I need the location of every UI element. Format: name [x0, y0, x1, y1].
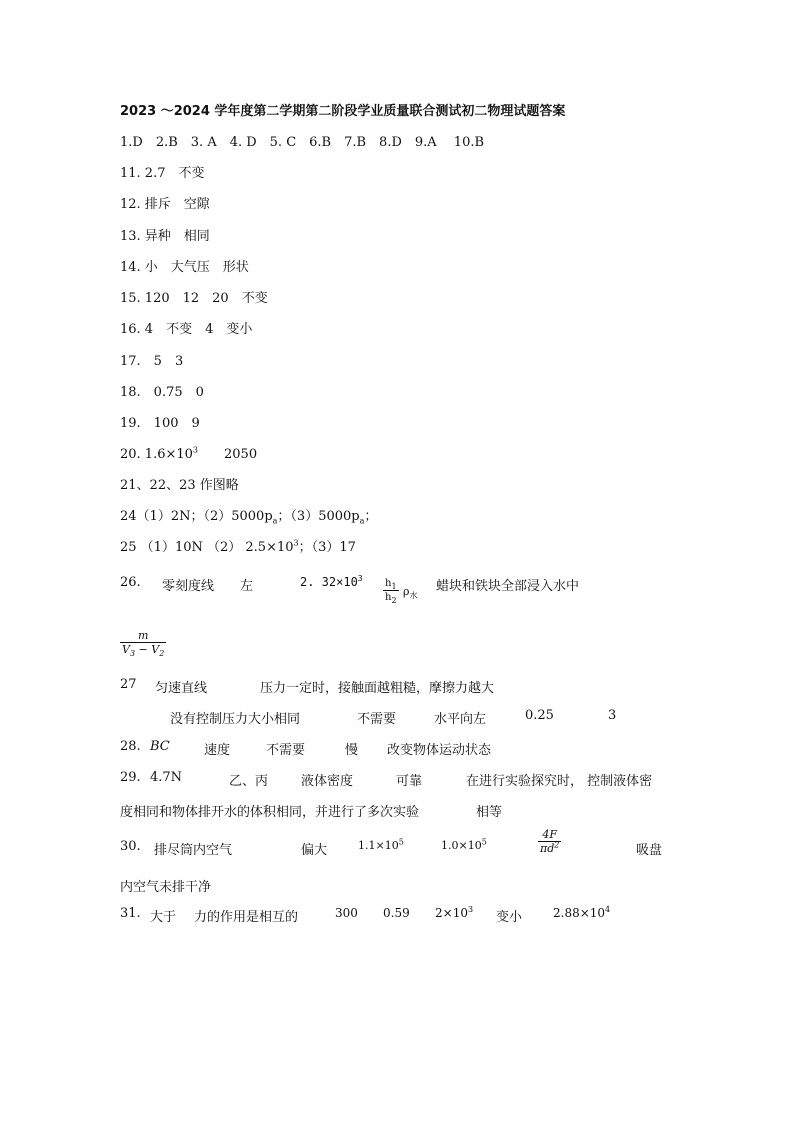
minus-sign: −	[135, 643, 152, 656]
answer-31-blank-7-value: 2.88×10	[553, 906, 606, 920]
answer-26-blank-5: 蜡块和铁块全部浸入水中	[436, 579, 580, 594]
answer-20-value: 20. 1.6×10	[120, 447, 193, 462]
answer-29-blank-2: 乙、丙	[229, 774, 269, 789]
exponent: 4	[605, 905, 611, 914]
answer-30-blank-2: 偏大	[301, 843, 328, 858]
answer-29-blank-4: 可靠	[396, 774, 423, 789]
answer-26-blank-2: 左	[240, 579, 254, 594]
answers-1-10: 1.D 2.B 3. A 4. D 5. C 6.B 7.B 8.D 9.A 10.B	[120, 135, 485, 150]
answer-21-23: 21、22、23 作图略	[120, 478, 239, 493]
subscript: 2	[391, 596, 397, 605]
exponent: 3	[467, 905, 474, 914]
unit-subscript: a	[272, 516, 278, 526]
answer-14: 14. 小 大气压 形状	[120, 260, 249, 275]
answer-27-blank-1: 匀速直线	[155, 681, 208, 696]
question-number: 31.	[120, 906, 141, 921]
answer-16: 16. 4 不变 4 变小	[120, 322, 253, 337]
answer-13: 13. 异种 相同	[120, 229, 210, 244]
exponent: 3	[293, 538, 299, 548]
answer-26-blank-3-value: 2. 32×10	[300, 575, 358, 589]
answer-31-blank-4: 0.59	[383, 906, 410, 920]
answer-20-value-2: 2050	[198, 447, 258, 462]
answer-31-blank-5-value: 2×10	[435, 906, 468, 920]
rho-water	[403, 585, 418, 601]
exponent: 3	[192, 445, 199, 455]
answer-27-blank-3: 没有控制压力大小相同	[170, 712, 301, 727]
answer-29-blank-5: 在进行实验探究时， 控制液体密	[466, 774, 653, 789]
answer-30-blank-4	[441, 839, 487, 852]
fraction-numerator: 4F	[542, 828, 557, 841]
answer-12: 12. 排斥 空隙	[120, 197, 210, 212]
answer-31-blank-5	[435, 906, 473, 920]
answer-25	[120, 540, 356, 556]
answer-27-blank-7: 3	[608, 708, 617, 723]
subscript: 水	[409, 591, 418, 601]
volume-fraction	[120, 629, 166, 659]
answer-28-blank-5: 改变物体运动状态	[387, 743, 492, 758]
answer-25-part-2: ；（3）17	[298, 540, 356, 555]
answer-30-blank-4-value: 1.0×10	[441, 839, 482, 852]
question-number: 27	[120, 677, 137, 692]
answer-26-blank-3	[300, 575, 363, 589]
answer-24-part-2: ；（3）5000p	[277, 509, 360, 524]
denominator-h: h	[385, 592, 392, 603]
answer-30-blank-6: 吸盘	[636, 843, 663, 858]
fraction-numerator: m	[137, 629, 149, 642]
answer-31-blank-1: 大于	[150, 910, 177, 925]
question-number: 26.	[120, 575, 141, 590]
rho-symbol: ρ	[403, 585, 410, 598]
volume-v2: V	[151, 643, 160, 656]
subscript: 3	[129, 649, 136, 659]
fraction-denominator	[383, 590, 399, 604]
answer-15: 15. 120 12 20 不变	[120, 291, 268, 306]
subscript: 2	[159, 649, 165, 659]
density-fraction	[383, 578, 399, 604]
page-title: 2023 ～2024 学年度第二学期第二阶段学业质量联合测试初二物理试题答案	[120, 104, 566, 119]
answer-28-blank-2: 速度	[204, 743, 231, 758]
answer-27-blank-5: 水平向左	[434, 712, 487, 727]
answer-24	[120, 509, 377, 525]
answer-20	[120, 447, 257, 463]
subscript: 1	[391, 582, 397, 591]
answer-27-blank-4: 不需要	[357, 712, 397, 727]
answer-31-blank-3: 300	[335, 906, 358, 920]
denominator-pi-d: πd	[540, 842, 555, 855]
answer-17: 17. 5 3	[120, 354, 184, 369]
answer-27-blank-6: 0.25	[525, 708, 554, 723]
fraction-denominator	[120, 642, 166, 659]
question-number: 28.	[120, 739, 141, 754]
answer-30-blank-6-continued: 内空气未排干净	[120, 880, 212, 895]
answer-30-blank-3-value: 1.1×10	[358, 839, 399, 852]
fraction-numerator	[383, 578, 399, 590]
answer-18: 18. 0.75 0	[120, 385, 204, 400]
answer-28-blank-3: 不需要	[266, 743, 306, 758]
answer-25-part-1: 25 （1）10N （2） 2.5×10	[120, 540, 294, 555]
fraction-denominator	[538, 841, 561, 855]
answer-27-blank-2: 压力一定时，接触面越粗糙，摩擦力越大	[260, 681, 495, 696]
exponent: 5	[398, 837, 404, 847]
exponent: 3	[357, 574, 363, 583]
answer-31-blank-6: 变小	[496, 910, 523, 925]
answer-19: 19. 100 9	[120, 416, 200, 431]
answer-24-end: ；	[364, 509, 378, 524]
unit-subscript: a	[359, 516, 365, 526]
answer-29-blank-6: 相等	[476, 805, 503, 820]
volume-v3: V	[122, 643, 130, 656]
answer-31-blank-7	[553, 906, 610, 920]
exponent: 5	[481, 837, 487, 847]
answer-28-blank-4: 慢	[345, 743, 359, 758]
answer-29-blank-1: 4.7N	[150, 770, 183, 785]
answer-29-blank-3: 液体密度	[301, 774, 354, 789]
exponent: 2	[554, 840, 560, 850]
numerator-h: h	[385, 578, 392, 589]
answer-26-blank-1: 零刻度线	[162, 579, 215, 594]
answer-24-part-1: 24（1）2N；（2）5000p	[120, 509, 273, 524]
answer-29-blank-5-continued: 度相同和物体排开水的体积相同，并进行了多次实验	[120, 805, 420, 820]
answer-31-blank-2: 力的作用是相互的	[194, 910, 299, 925]
question-number: 29.	[120, 770, 141, 785]
pressure-fraction	[538, 829, 561, 855]
answer-11: 11. 2.7 不变	[120, 166, 205, 181]
answer-30-blank-3	[358, 839, 404, 852]
answer-28-blank-1: BC	[150, 739, 170, 754]
question-number: 30.	[120, 839, 141, 854]
answer-30-blank-1: 排尽筒内空气	[154, 843, 233, 858]
